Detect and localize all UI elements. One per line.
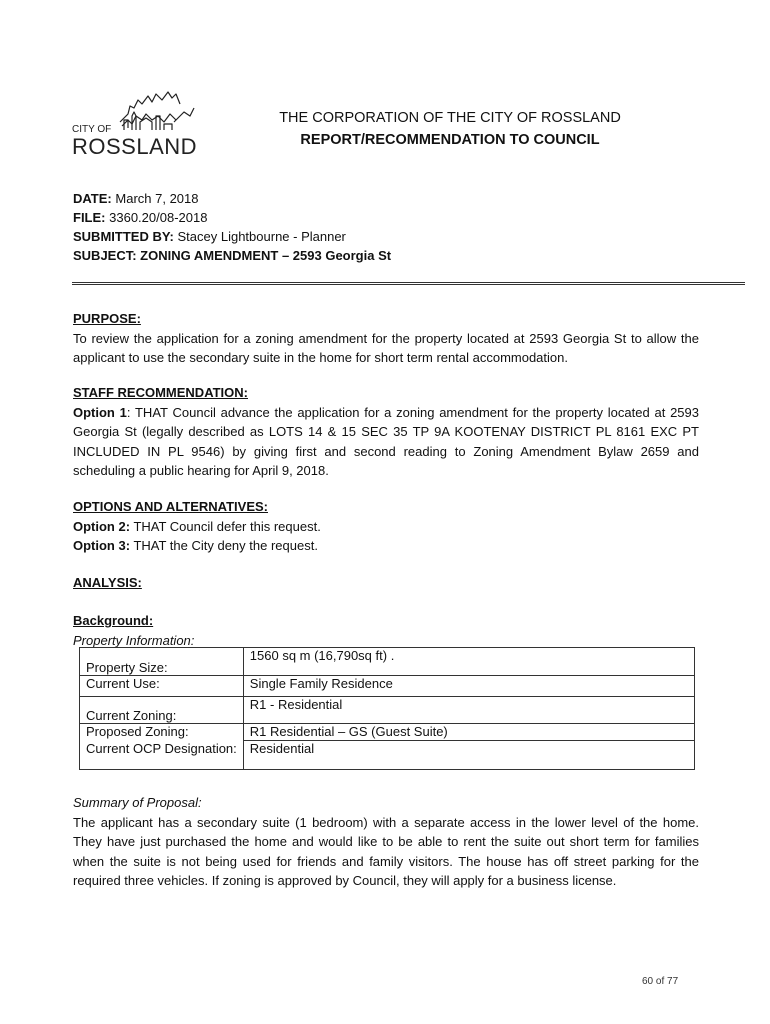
table-cell-value: R1 - Residential <box>243 697 694 724</box>
table-cell-label: Current Use: <box>80 676 244 697</box>
table-row <box>80 724 695 741</box>
date-line <box>73 189 391 208</box>
city-logo <box>68 86 208 158</box>
subject-line <box>73 246 391 265</box>
option1-label: Option 1 <box>73 404 127 420</box>
table-cell-label: Proposed Zoning: <box>80 724 244 741</box>
date-value: March 7, 2018 <box>115 191 199 206</box>
table-cell-value: 1560 sq m (16,790sq ft) . <box>243 648 694 676</box>
staff-recommendation-section <box>73 383 699 481</box>
option1-text: : THAT Council advance the application for a zoning amendment for the property located at 2593 Georgia St (legally described as LOTS 14 & 15 SEC 35 TP 9A KOOTENAY DISTRICT PL 8161 EXC PT INCLUDED IN PL 9546) by giving first and second reading to Zoning Amendment Bylaw 2659 and scheduling a public hearing for April 9, 2018. <box>73 404 699 478</box>
svg-text:CITY OF: CITY OF <box>72 124 112 135</box>
option2-line <box>73 517 699 537</box>
submitted-line <box>73 227 391 246</box>
option3-line <box>73 536 699 556</box>
summary-text: The applicant has a secondary suite (1 bedroom) with a separate access in the lower level of the home. They have just purchased the home and would like to be able to rent the suite out short term for families when the suite is not being used for friends and family visitors. The house has off street parking for the required three vehicles. If zoning is approved by Council, they will apply for a business license. <box>73 814 699 888</box>
submitted-value: Stacey Lightbourne - Planner <box>177 229 346 244</box>
table-row <box>80 697 695 724</box>
file-value: 3360.20/08-2018 <box>109 210 208 225</box>
table-cell-label: Property Size: <box>80 648 244 676</box>
table-row <box>80 741 695 770</box>
table-cell-value: Residential <box>243 741 694 770</box>
report-title: REPORT/RECOMMENDATION TO COUNCIL <box>300 132 600 148</box>
file-line <box>73 208 391 227</box>
table-cell-value: Single Family Residence <box>243 676 694 697</box>
property-info-subheading: Property Information: <box>73 632 195 648</box>
option2-label: Option 2: <box>73 518 131 534</box>
corporation-title: THE CORPORATION OF THE CITY OF ROSSLAND <box>279 110 621 126</box>
option2-text: THAT Council defer this request. <box>133 518 321 534</box>
background-heading: Background: <box>73 613 154 628</box>
option3-text: THAT the City deny the request. <box>133 538 318 553</box>
file-label: FILE: <box>73 210 106 225</box>
subject-text: SUBJECT: ZONING AMENDMENT – 2593 Georgia St <box>73 248 392 263</box>
option3-label: Option 3: <box>73 538 131 553</box>
table-cell-value: R1 Residential – GS (Guest Suite) <box>243 724 694 741</box>
purpose-heading: PURPOSE: <box>73 311 141 326</box>
submitted-label: SUBMITTED BY: <box>73 229 174 244</box>
purpose-text: To review the application for a zoning amendment for the property located at 2593 Georgia St to allow the applicant to use the secondary suite in the home for short term rental accommodation. <box>73 330 699 365</box>
analysis-section <box>73 573 699 593</box>
purpose-section <box>73 309 699 368</box>
background-section <box>73 611 699 650</box>
table-row <box>80 676 695 697</box>
date-label: DATE: <box>73 191 112 206</box>
property-info-table <box>79 647 695 770</box>
analysis-heading: ANALYSIS: <box>73 575 142 590</box>
option1-paragraph <box>73 403 699 481</box>
options-section <box>73 497 699 556</box>
svg-text:ROSSLAND: ROSSLAND <box>72 134 198 158</box>
summary-section <box>73 793 699 891</box>
table-cell-label: Current OCP Designation: <box>80 741 244 770</box>
options-heading: OPTIONS AND ALTERNATIVES: <box>73 499 268 514</box>
report-meta <box>73 189 391 265</box>
header-divider <box>72 282 745 285</box>
table-cell-label: Current Zoning: <box>80 697 244 724</box>
staff-recommendation-heading: STAFF RECOMMENDATION: <box>73 385 248 400</box>
page-number: 60 of 77 <box>642 976 679 987</box>
summary-heading: Summary of Proposal: <box>73 795 202 810</box>
table-row <box>80 648 695 676</box>
rossland-logo-graphic <box>68 86 208 158</box>
